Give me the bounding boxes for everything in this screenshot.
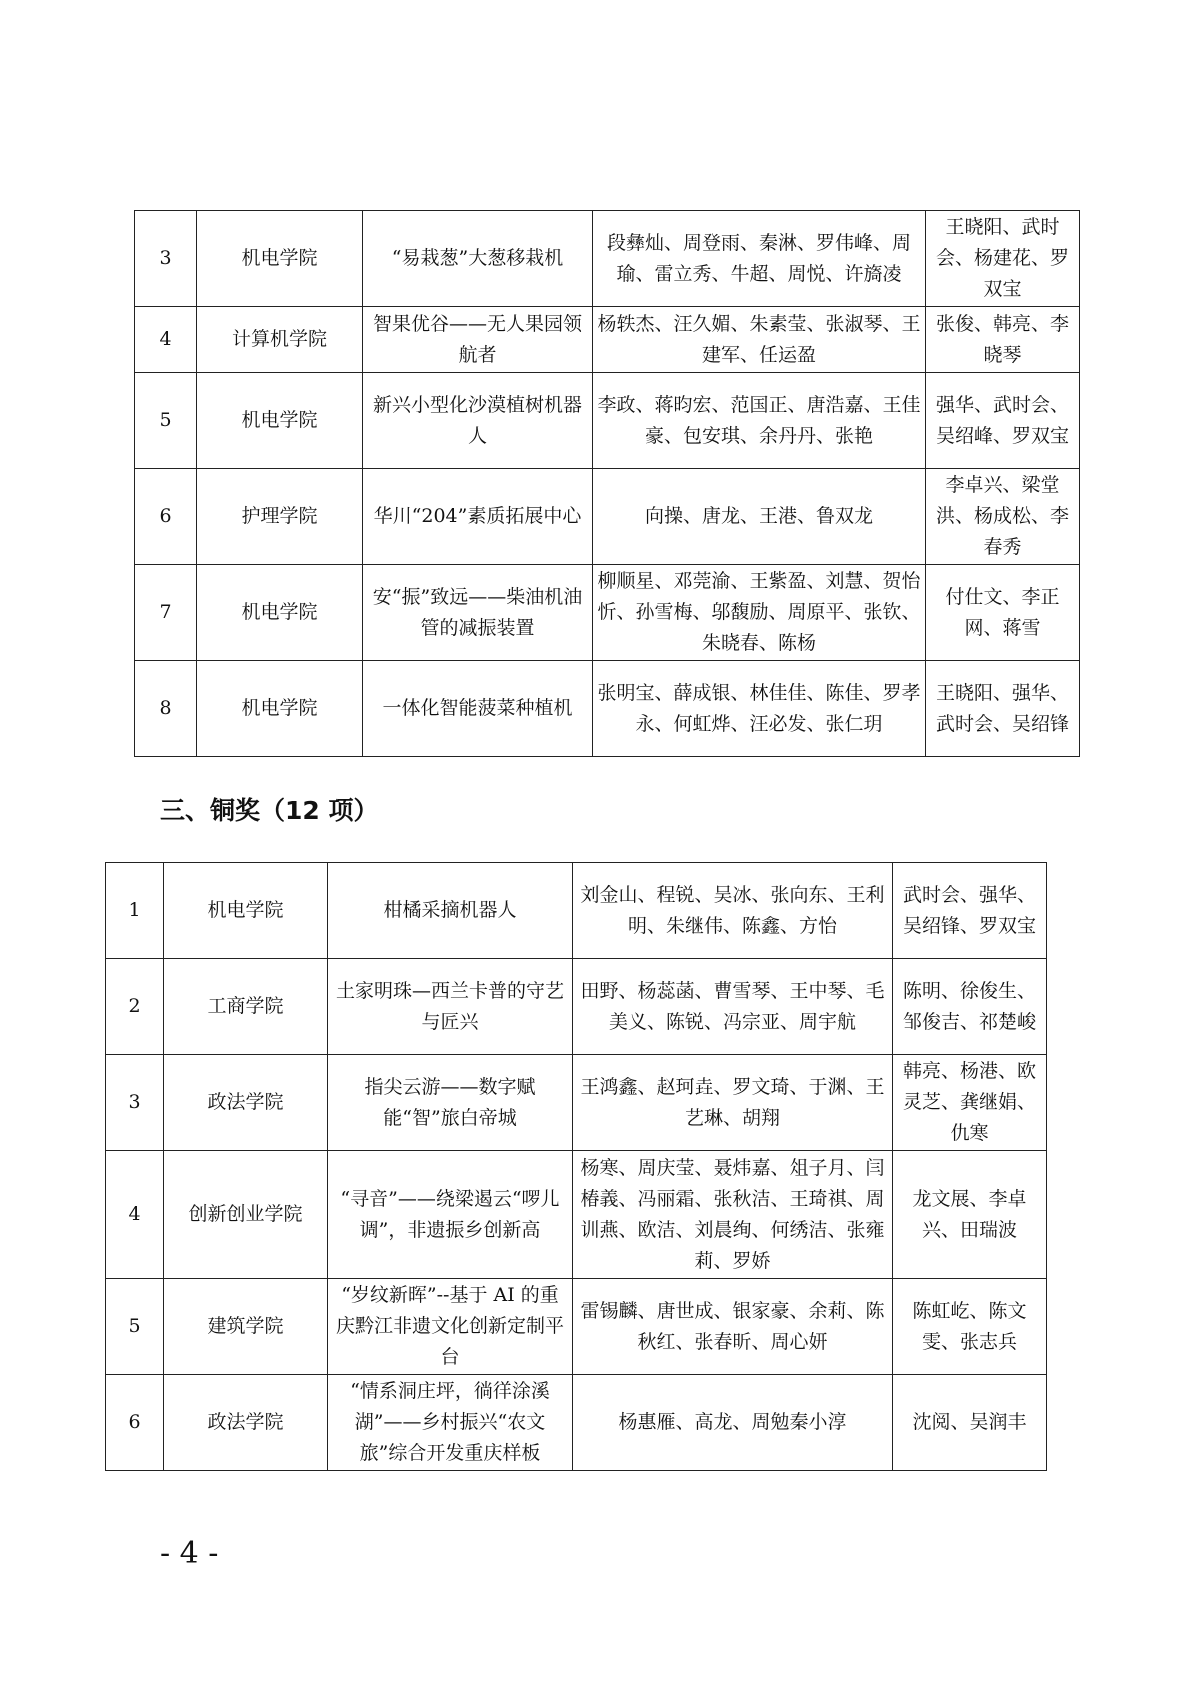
cell-college: 机电学院	[164, 863, 328, 959]
cell-no: 3	[135, 211, 197, 307]
table-row	[135, 307, 1080, 373]
cell-project: 智果优谷——无人果园领航者	[363, 307, 593, 373]
cell-no: 4	[135, 307, 197, 373]
cell-members: 杨惠雁、高龙、周勉秦小淳	[573, 1375, 893, 1471]
cell-college: 建筑学院	[164, 1279, 328, 1375]
cell-college: 政法学院	[164, 1055, 328, 1151]
cell-members: 张明宝、薛成银、林佳佳、陈佳、罗孝永、何虹烨、汪必发、张仁玥	[593, 661, 926, 757]
cell-project: “情系洞庄坪，徜徉涂溪湖”——乡村振兴“农文旅”综合开发重庆样板	[328, 1375, 573, 1471]
table-row	[106, 1375, 1047, 1471]
cell-project: “易栽葱”大葱移栽机	[363, 211, 593, 307]
cell-advisors: 付仕文、李正网、蒋雪	[926, 565, 1080, 661]
cell-project: “岁纹新晖”--基于 AI 的重庆黔江非遗文化创新定制平台	[328, 1279, 573, 1375]
cell-advisors: 沈阅、吴润丰	[893, 1375, 1047, 1471]
cell-advisors: 韩亮、杨港、欧灵芝、龚继娟、仇寒	[893, 1055, 1047, 1151]
cell-members: 杨寒、周庆莹、聂炜嘉、俎子月、闫椿義、冯丽霜、张秋洁、王琦祺、周训燕、欧洁、刘晨绚、何绣洁、张雍莉、罗娇	[573, 1151, 893, 1279]
cell-members: 雷锡麟、唐世成、银家豪、余莉、陈秋红、张春昕、周心妍	[573, 1279, 893, 1375]
cell-no: 6	[135, 469, 197, 565]
cell-project: 指尖云游——数字赋能“智”旅白帝城	[328, 1055, 573, 1151]
cell-project: 一体化智能菠菜种植机	[363, 661, 593, 757]
award-table-silver-continued	[134, 210, 1080, 757]
cell-no: 8	[135, 661, 197, 757]
cell-college: 机电学院	[197, 373, 363, 469]
cell-members: 柳顺星、邓莞渝、王紫盈、刘慧、贺怡忻、孙雪梅、邬馥励、周原平、张钦、朱晓春、陈杨	[593, 565, 926, 661]
cell-advisors: 强华、武时会、吴绍峰、罗双宝	[926, 373, 1080, 469]
cell-no: 4	[106, 1151, 164, 1279]
cell-no: 5	[135, 373, 197, 469]
cell-college: 工商学院	[164, 959, 328, 1055]
cell-no: 1	[106, 863, 164, 959]
cell-college: 机电学院	[197, 211, 363, 307]
table-row	[135, 211, 1080, 307]
cell-advisors: 陈明、徐俊生、邹俊吉、祁楚峻	[893, 959, 1047, 1055]
cell-members: 刘金山、程锐、吴冰、张向东、王利明、朱继伟、陈鑫、方怡	[573, 863, 893, 959]
table-row	[106, 1055, 1047, 1151]
cell-college: 机电学院	[197, 565, 363, 661]
cell-members: 李政、蒋昀宏、范国正、唐浩嘉、王佳豪、包安琪、余丹丹、张艳	[593, 373, 926, 469]
cell-project: 土家明珠—西兰卡普的守艺与匠兴	[328, 959, 573, 1055]
cell-college: 创新创业学院	[164, 1151, 328, 1279]
page-number: - 4 -	[160, 1536, 219, 1571]
cell-members: 田野、杨蕊菡、曹雪琴、王中琴、毛美义、陈锐、冯宗亚、周宇航	[573, 959, 893, 1055]
cell-project: 安“振”致远——柴油机油管的减振装置	[363, 565, 593, 661]
table-row	[106, 959, 1047, 1055]
cell-project: 华川“204”素质拓展中心	[363, 469, 593, 565]
table-row	[135, 373, 1080, 469]
cell-college: 机电学院	[197, 661, 363, 757]
cell-no: 7	[135, 565, 197, 661]
cell-college: 计算机学院	[197, 307, 363, 373]
cell-members: 段彝灿、周登雨、秦淋、罗伟峰、周瑜、雷立秀、牛超、周悦、许旖凌	[593, 211, 926, 307]
cell-advisors: 龙文展、李卓兴、田瑞波	[893, 1151, 1047, 1279]
cell-no: 3	[106, 1055, 164, 1151]
table-row	[135, 661, 1080, 757]
cell-no: 2	[106, 959, 164, 1055]
table-row	[106, 1279, 1047, 1375]
award-table-bronze	[105, 862, 1047, 1471]
cell-project: 新兴小型化沙漠植树机器人	[363, 373, 593, 469]
cell-advisors: 王晓阳、强华、武时会、吴绍锋	[926, 661, 1080, 757]
cell-advisors: 陈虹屹、陈文雯、张志兵	[893, 1279, 1047, 1375]
table-row	[106, 863, 1047, 959]
cell-members: 王鸿鑫、赵珂垚、罗文琦、于渊、王艺琳、胡翔	[573, 1055, 893, 1151]
cell-advisors: 李卓兴、梁堂洪、杨成松、李春秀	[926, 469, 1080, 565]
table-row	[135, 469, 1080, 565]
cell-advisors: 张俊、韩亮、李晓琴	[926, 307, 1080, 373]
cell-college: 护理学院	[197, 469, 363, 565]
cell-members: 杨轶杰、汪久媚、朱素莹、张淑琴、王建军、任运盈	[593, 307, 926, 373]
table-row	[135, 565, 1080, 661]
cell-project: “寻音”——绕梁遏云“啰儿调”，非遗振乡创新高	[328, 1151, 573, 1279]
section-heading-bronze: 三、铜奖（12 项）	[160, 796, 379, 825]
table-row	[106, 1151, 1047, 1279]
cell-advisors: 武时会、强华、吴绍锋、罗双宝	[893, 863, 1047, 959]
cell-no: 5	[106, 1279, 164, 1375]
cell-advisors: 王晓阳、武时会、杨建花、罗双宝	[926, 211, 1080, 307]
cell-college: 政法学院	[164, 1375, 328, 1471]
cell-members: 向操、唐龙、王港、鲁双龙	[593, 469, 926, 565]
cell-no: 6	[106, 1375, 164, 1471]
cell-project: 柑橘采摘机器人	[328, 863, 573, 959]
